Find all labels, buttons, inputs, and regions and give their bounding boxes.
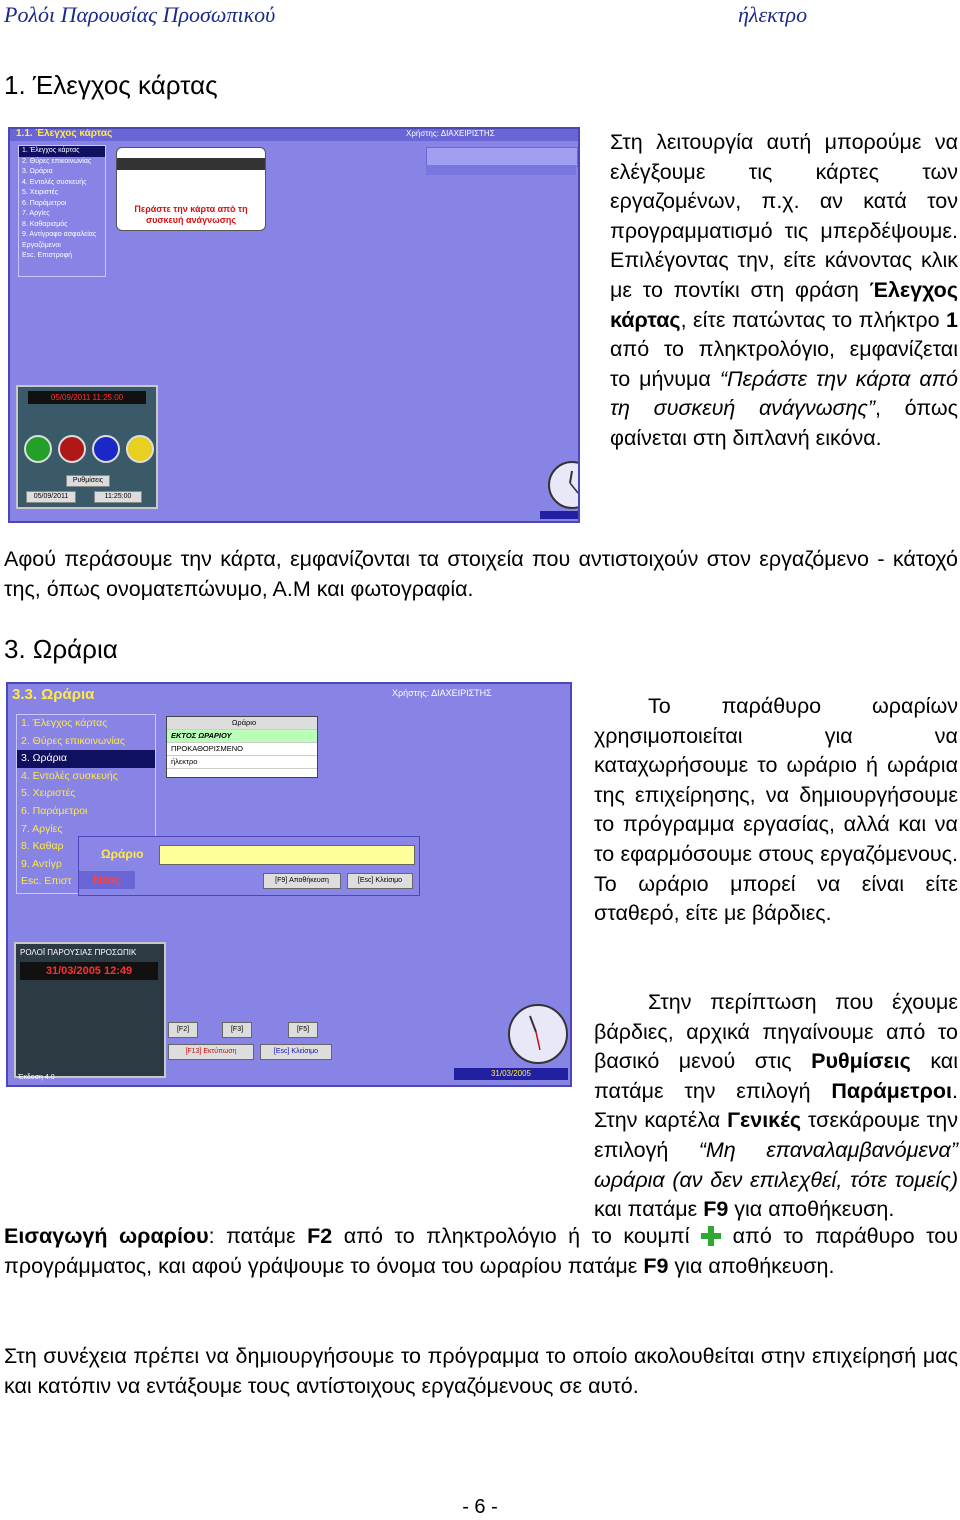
print-button[interactable]: [F13] Εκτύπωση [168,1044,254,1060]
menu-item[interactable]: Esc. Επιστ [21,875,72,888]
new-schedule-dialog [78,836,420,896]
save-button[interactable]: [F9] Αποθήκευση [263,873,341,889]
text-run-bold: F9 [703,1197,729,1222]
user-label: Χρήστης: ΔΙΑΧΕΙΡΙΣΤΗΣ [406,129,495,138]
text-run: , όπως φαίνεται στη διπλανή εικόνα. [610,396,958,450]
user-label: Χρήστης: ΔΙΑΧΕΙΡΙΣΤΗΣ [392,688,492,698]
menu-item[interactable]: 1. Έλεγχος κάρτας [19,146,105,157]
document-header-right: ήλεκτρο [738,2,808,27]
menu-item[interactable]: 9. Αντίγραφο ασφαλείας [22,231,97,238]
text-run: και πατάμε την επιλογή [594,1049,959,1103]
menu-item[interactable]: 7. Αργίες [22,210,50,217]
menu-item[interactable]: Εργαζόμενοι [22,241,61,249]
menu-item[interactable]: 2. Θύρες επικοινωνίας [22,157,92,165]
text-run: για αποθήκευση. [728,1197,895,1222]
red-light-icon [58,435,86,463]
date-field[interactable]: 05/09/2011 [26,491,76,503]
card-prompt [116,147,266,231]
text-run: από το παράθυρο του προγράμματος, και αφού γράψουμε το όνομα του ωραρίου πατάμε [4,1224,958,1278]
text-run: Το παράθυρο ωραρίων χρησιμοποιείται για να καταχωρήσουμε το ωράριο ή ωράρια της επιχείρησης, να δημιουργήσουμε το πρόγραμμα εργασίας, αλλά και να το εφαρμόσουμε στους εργαζόμενους. Το ωράριο μπορεί να είναι είτε σταθερό, είτε με βάρδιες. [594,694,958,926]
menu-item[interactable]: 6. Παράμετροι [21,804,88,817]
menu-item[interactable]: 8. Καθαρισμός [22,220,68,228]
magnetic-strip [117,158,265,170]
card-prompt-text: Περάστε την κάρτα από τη συσκευή ανάγνωσης [134,204,248,225]
window-title: 1.1. Έλεγχος κάρτας [16,128,113,139]
new-label: Νέος [79,871,135,889]
menu-item[interactable]: 2. Θύρες επικοινωνίας [21,734,125,747]
text-run-bold: 1 [946,307,958,332]
section1-paragraph-full [4,545,958,604]
section3-paragraph-3 [4,1222,958,1281]
text-run-bold: F9 [643,1253,669,1278]
list-item[interactable]: ΠΡΟΚΑΘΟΡΙΣΜΕΝΟ [167,743,317,756]
schedule-list [166,716,318,778]
settings-button[interactable]: Ρυθμίσεις [66,475,110,487]
blue-light-icon [92,435,120,463]
text-run: τσεκάρουμε την επιλογή [594,1108,958,1162]
version-label: Έκδοση 4.0 [18,1074,55,1081]
page-number: - 6 - [462,1496,498,1518]
menu-item[interactable]: 9. Αντίγρ [21,857,62,870]
menu-item[interactable]: 7. Αργίες [21,822,63,835]
section-title-card-check: 1. Έλεγχος κάρτας [4,70,218,100]
section3-paragraph-side [594,692,958,929]
device-datetime: 05/09/2011 11:25:00 [28,391,146,404]
status-bar: 31/03/2005 [454,1068,568,1080]
clock-icon [548,461,580,509]
menu-item[interactable]: 8. Καθαρ [21,840,64,853]
text-run: και πατάμε [594,1197,704,1222]
records-grid-header [426,147,578,167]
window-title: 3.3. Ωράρια [12,686,95,703]
text-run: από το πληκτρολόγιο, εμφανίζεται το μήνυμα [610,337,958,391]
text-run-bold: Γενικές [727,1108,802,1133]
menu-item[interactable]: 5. Χειριστές [22,189,59,196]
document-header-title: Ρολόι Παρουσίας Προσωπικού [4,2,276,27]
records-grid-row [426,165,576,175]
menu-item[interactable]: Esc. Επιστροφή [22,252,73,259]
text-run-bold: F2 [307,1224,333,1248]
menu-item[interactable]: 3. Ωράρια [17,750,155,768]
section3-paragraph-4 [4,1342,958,1401]
add-button[interactable]: [F2] [168,1022,198,1038]
panel-title: ΡΟΛΟΪ ΠΑΡΟΥΣΙΑΣ ΠΡΟΣΩΠΙΚ [20,948,137,957]
section-title-schedules: 3. Ωράρια [4,634,118,664]
close-window-button[interactable]: [Esc] Κλείσιμο [260,1044,332,1060]
text-run-bold: Ρυθμίσεις [811,1049,911,1074]
close-button[interactable]: [Esc] Κλείσιμο [347,873,413,889]
edit-button[interactable]: [F3] [222,1022,252,1038]
text-run: Αφού περάσουμε την κάρτα, εμφανίζονται τα στοιχεία που αντιστοιχούν στον εργαζόμενο - κάτοχό της, όπως ονοματεπώνυμο, Α.Μ και φωτογραφία. [4,547,958,601]
main-menu [18,145,106,277]
text-run: : πατάμε [208,1224,308,1248]
text-run: από το πληκτρολόγιο ή το κουμπί [332,1224,702,1248]
plus-icon [701,1226,721,1246]
device-datetime: 31/03/2005 12:49 [20,962,158,980]
list-header: Ωράριο [167,717,317,730]
menu-item[interactable]: 4. Εντολές συσκευής [21,769,118,782]
text-run: Στη λειτουργία αυτή μπορούμε να ελέγξουμε τις κάρτες των εργαζομένων, π.χ. αν κατά τον προγραμματισμό τις μπερδέψουμε. Επιλέγοντας την, είτε κάνοντας κλικ με το ποντίκι στη φράση [610,130,958,302]
dialog-label: Ωράριο [101,847,144,861]
schedule-name-input[interactable] [159,845,415,865]
text-run-italic: “Μη επαναλαμβανόμενα” ωράρια (αν δεν επιλεχθεί, τότε τομείς) [594,1137,958,1192]
list-item[interactable]: ΕΚΤΟΣ ΩΡΑΡΙΟΥ [167,730,317,743]
text-run-bold: Έλεγχος κάρτας [610,277,958,332]
text-run-bold: Παράμετροι [831,1078,953,1103]
status-bar [540,511,580,519]
list-item[interactable]: ήλεκτρο [167,756,317,769]
delete-button[interactable]: [F5] [288,1022,318,1038]
text-run: Στην περίπτωση που έχουμε βάρδιες, αρχικά πηγαίνουμε από το βασικό μενού στις [594,990,958,1074]
menu-item[interactable]: 5. Χειριστές [21,787,76,800]
text-run: Στη συνέχεια πρέπει να δημιουργήσουμε το πρόγραμμα το οποίο ακολουθείται στην επιχείρησή μας και κατόπιν να εντάξουμε τους αντίστοιχους εργαζόμενους σε αυτό. [4,1344,958,1398]
section3-paragraph-2 [4,988,958,1225]
menu-item[interactable]: 1. Έλεγχος κάρτας [21,717,108,729]
menu-item[interactable]: 3. Ωράρια [22,168,53,175]
text-run: για αποθήκευση. [668,1253,835,1278]
green-light-icon [24,435,52,463]
card-check-screenshot [8,127,580,523]
text-run: , είτε πατώντας το πλήκτρο [680,307,947,332]
text-run-bold: Εισαγωγή ωραρίου [4,1224,209,1248]
menu-item[interactable]: 6. Παράμετροι [22,199,67,207]
text-run-italic: “Περάστε την κάρτα από τη συσκευή ανάγνωσης” [610,366,958,421]
time-field[interactable]: 11:25:00 [94,491,142,503]
yellow-light-icon [126,435,154,463]
section1-paragraph-side [610,128,958,454]
device-panel [16,385,158,509]
text-run: . Στην καρτέλα [594,1078,958,1133]
menu-item[interactable]: 4. Εντολές συσκευής [22,178,87,186]
